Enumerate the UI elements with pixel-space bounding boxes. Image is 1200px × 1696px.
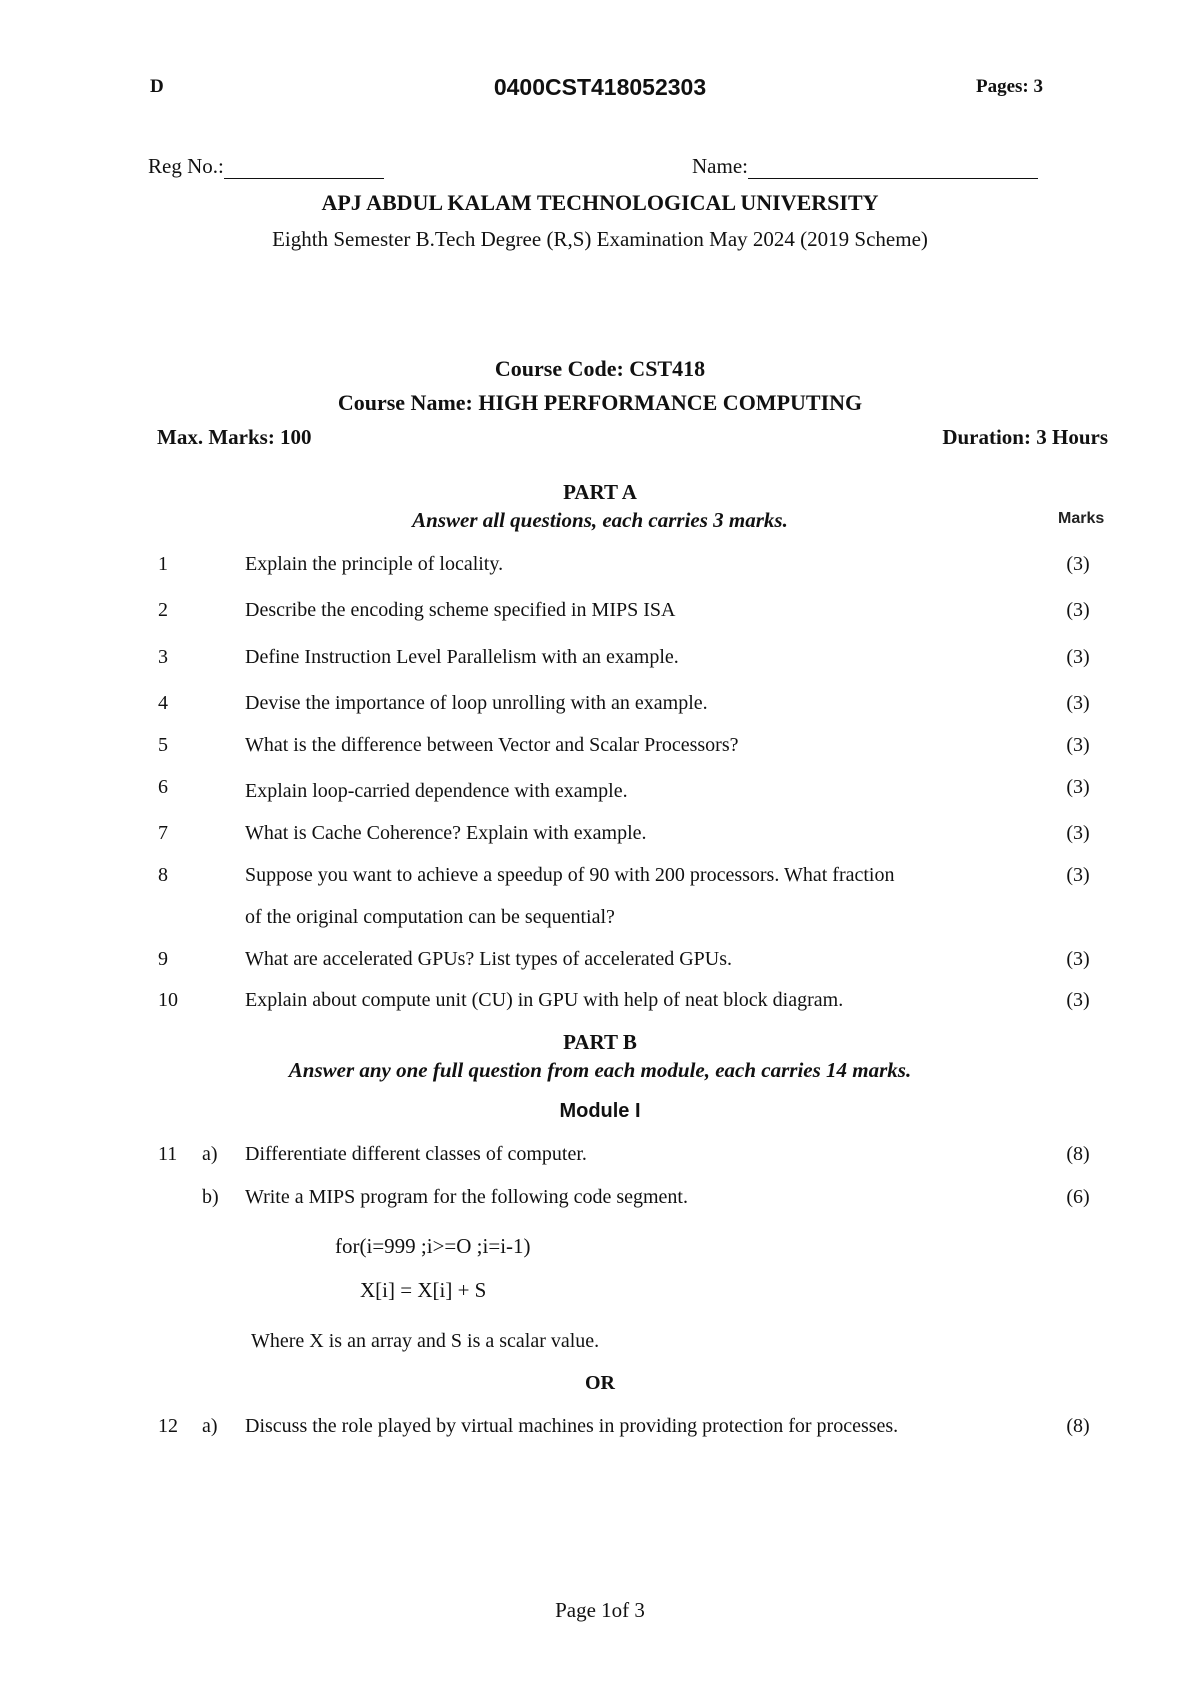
question-marks: (3)	[1066, 776, 1090, 798]
question-text: Differentiate different classes of computer.	[245, 1143, 587, 1165]
part-b-instruction: Answer any one full question from each module, each carries 14 marks.	[288, 1058, 912, 1082]
sub-question-label: a)	[202, 1415, 218, 1437]
question-marks: (3)	[1066, 734, 1090, 756]
page-count: Pages: 3	[976, 76, 1044, 97]
reg-no-field	[148, 154, 384, 179]
question-text: Describe the encoding scheme specified in MIPS ISA	[245, 599, 676, 621]
question-text: Explain the principle of locality.	[245, 553, 504, 575]
question-marks: (8)	[1066, 1415, 1090, 1437]
duration: Duration: 3 Hours	[942, 425, 1108, 449]
question-text: Explain loop-carried dependence with example.	[245, 780, 628, 802]
part-b-title: PART B	[563, 1030, 637, 1054]
part-a-instruction: Answer all questions, each carries 3 marks.	[412, 508, 788, 532]
question-text: Suppose you want to achieve a speedup of 90 with 200 processors. What fraction	[245, 864, 895, 886]
question-text: What are accelerated GPUs? List types of accelerated GPUs.	[245, 948, 733, 970]
question-text: Discuss the role played by virtual machines in providing protection for processes.	[245, 1415, 899, 1437]
question-text: Devise the importance of loop unrolling with an example.	[245, 692, 708, 714]
question-text-continued: of the original computation can be sequential?	[245, 906, 615, 928]
max-marks: Max. Marks: 100	[157, 425, 312, 449]
sub-question-label: a)	[202, 1143, 218, 1165]
question-marks: (3)	[1066, 553, 1090, 575]
question-number: 10	[158, 989, 178, 1011]
paper-code: 0400CST418052303	[493, 74, 707, 100]
question-number: 5	[158, 734, 168, 756]
reg-no-blank	[224, 158, 384, 179]
question-text: What is the difference between Vector and Scalar Processors?	[245, 734, 739, 756]
module-title: Module I	[559, 1100, 641, 1122]
question-marks: (3)	[1066, 822, 1090, 844]
question-text: Explain about compute unit (CU) in GPU with help of neat block diagram.	[245, 989, 844, 1011]
question-number: 7	[158, 822, 168, 844]
question-number: 6	[158, 776, 168, 798]
course-code: Course Code: CST418	[494, 356, 706, 381]
question-number: 3	[158, 646, 168, 668]
question-marks: (8)	[1066, 1143, 1090, 1165]
question-marks: (3)	[1066, 948, 1090, 970]
part-a-title: PART A	[563, 480, 637, 504]
question-number: 4	[158, 692, 168, 714]
question-marks: (3)	[1066, 646, 1090, 668]
or-separator: OR	[585, 1372, 615, 1394]
exam-title: Eighth Semester B.Tech Degree (R,S) Examination May 2024 (2019 Scheme)	[272, 227, 928, 251]
reg-no-label: Reg No.:	[148, 154, 224, 178]
code-note: Where X is an array and S is a scalar value.	[251, 1330, 600, 1352]
university-name: APJ ABDUL KALAM TECHNOLOGICAL UNIVERSITY	[321, 190, 879, 215]
question-number: 11	[158, 1143, 178, 1165]
question-marks: (3)	[1066, 599, 1090, 621]
question-marks: (3)	[1066, 692, 1090, 714]
question-number: 9	[158, 948, 168, 970]
question-marks: (3)	[1066, 864, 1090, 886]
question-number: 8	[158, 864, 168, 886]
name-blank	[748, 158, 1038, 179]
question-marks: (3)	[1066, 989, 1090, 1011]
code-line: for(i=999 ;i>=O ;i=i-1)	[335, 1234, 531, 1258]
sub-question-label: b)	[202, 1186, 219, 1208]
question-text: What is Cache Coherence? Explain with example.	[245, 822, 647, 844]
question-text: Write a MIPS program for the following code segment.	[245, 1186, 688, 1208]
course-name: Course Name: HIGH PERFORMANCE COMPUTING	[337, 390, 863, 415]
question-number: 1	[158, 553, 168, 575]
question-number: 2	[158, 599, 168, 621]
question-marks: (6)	[1066, 1186, 1090, 1208]
marks-heading: Marks	[1058, 510, 1105, 527]
code-line: X[i] = X[i] + S	[360, 1278, 487, 1302]
set-letter: D	[150, 76, 164, 97]
name-field	[692, 154, 1038, 179]
page-footer: Page 1of 3	[555, 1598, 645, 1622]
name-label: Name:	[692, 154, 748, 178]
question-number: 12	[158, 1415, 178, 1437]
question-text: Define Instruction Level Parallelism with an example.	[245, 646, 679, 668]
